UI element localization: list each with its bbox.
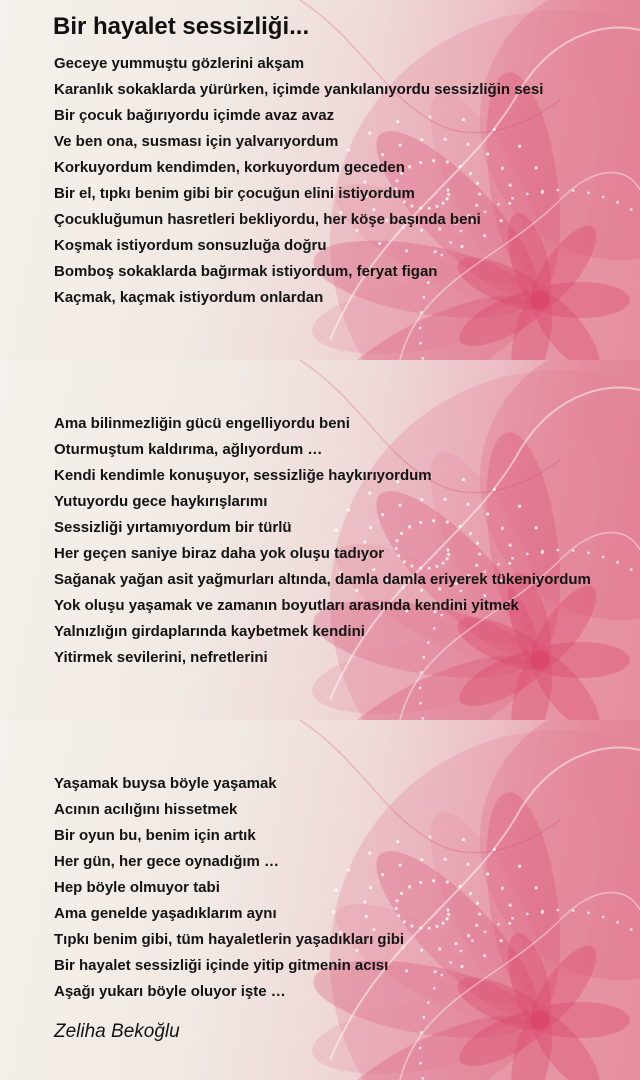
author-name: Zeliha Bekoğlu [54, 1021, 180, 1042]
poem-line: Kaçmak, kaçmak istiyordum onlardan [54, 289, 324, 306]
poem-line: Yalnızlığın girdaplarında kaybetmek kendini [54, 623, 365, 640]
poem-line: Çocukluğumun hasretleri bekliyordu, her köşe başında beni [54, 211, 481, 228]
poem-line: Her geçen saniye biraz daha yok oluşu tadıyor [54, 545, 385, 562]
poem-line: Sessizliği yırtamıyordum bir türlü [54, 519, 292, 536]
poem-line: Acının acılığını hissetmek [54, 801, 238, 818]
poem-line: Bir çocuk bağırıyordu içimde avaz avaz [54, 107, 335, 124]
poem-line: Bir hayalet sessizliği içinde yitip gitmenin acısı [54, 957, 389, 974]
poem-line: Kendi kendimle konuşuyor, sessizliğe haykırıyordum [54, 467, 432, 484]
poem-line: Yaşamak buysa böyle yaşamak [54, 775, 277, 792]
poem-line: Karanlık sokaklarda yürürken, içimde yankılanıyordu sessizliğin sesi [54, 81, 544, 98]
poem-line: Sağanak yağan asit yağmurları altında, damla damla eriyerek tükeniyordum [54, 571, 591, 588]
poem-line: Her gün, her gece oynadığım … [54, 853, 280, 870]
poem-line: Oturmuştum kaldırıma, ağlıyordum … [54, 441, 323, 458]
poem-line: Geceye yummuştu gözlerini akşam [54, 55, 305, 72]
stanza-3 [54, 771, 404, 1005]
poem-line: Hep böyle olmuyor tabi [54, 879, 220, 896]
poem-title: Bir hayalet sessizliği... [53, 13, 310, 40]
poem-line: Koşmak istiyordum sonsuzluğa doğru [54, 237, 327, 254]
poem-line: Bir el, tıpkı benim gibi bir çocuğun elini istiyordum [54, 185, 415, 202]
poem-line: Aşağı yukarı böyle oluyor işte … [54, 983, 286, 1000]
stanza-2 [54, 411, 591, 671]
poem-line: Tıpkı benim gibi, tüm hayaletlerin yaşadıkları gibi [54, 931, 405, 948]
poem-line: Yok oluşu yaşamak ve zamanın boyutları arasında kendini yitmek [54, 597, 519, 614]
poem-line: Yitirmek sevilerini, nefretlerini [54, 649, 268, 666]
stanza-1 [54, 51, 543, 311]
poem-line: Yutuyordu gece haykırışlarımı [54, 493, 268, 510]
poem-line: Korkuyordum kendimden, korkuyordum geceden [54, 159, 405, 176]
poem-line: Ama bilinmezliğin gücü engelliyordu beni [54, 415, 350, 432]
poem-line: Bir oyun bu, benim için artık [54, 827, 256, 844]
poem-line: Ve ben ona, susması için yalvarıyordum [54, 133, 339, 150]
poem-line: Bomboş sokaklarda bağırmak istiyordum, feryat figan [54, 263, 438, 280]
poem-line: Ama genelde yaşadıklarım aynı [54, 905, 277, 922]
